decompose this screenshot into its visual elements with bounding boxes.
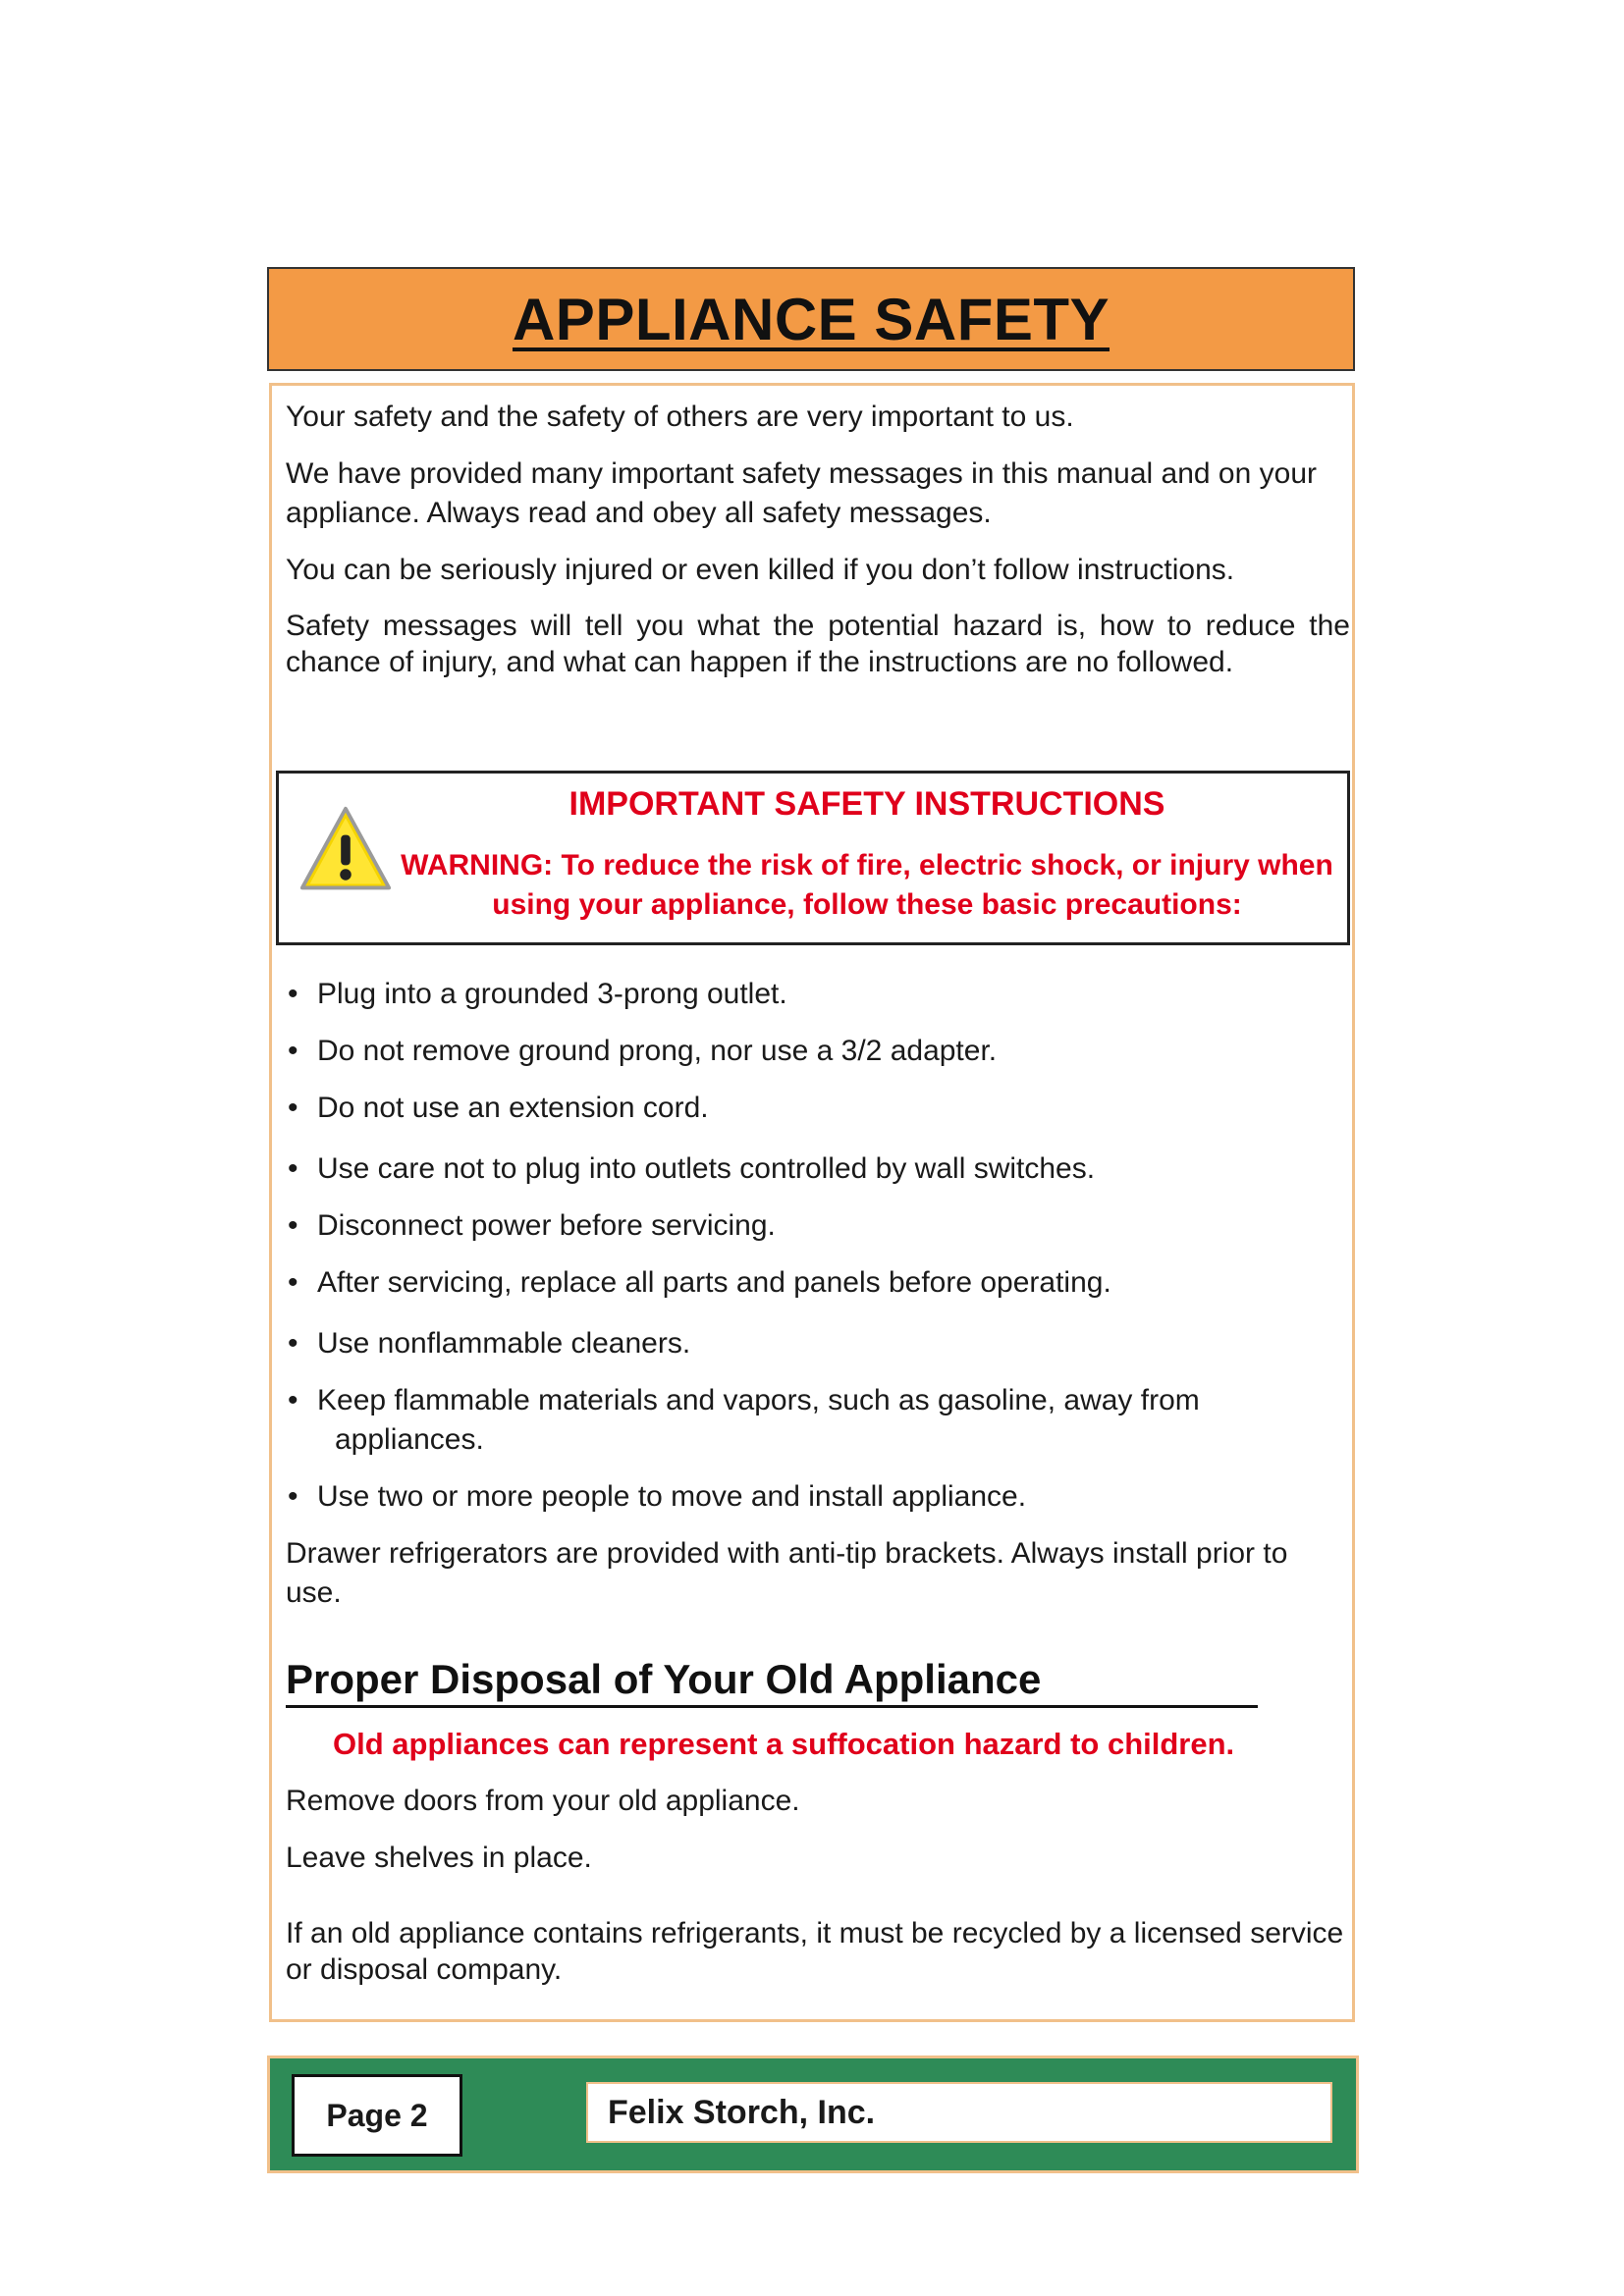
warning-heading: IMPORTANT SAFETY INSTRUCTIONS [568, 785, 1165, 823]
bullet-text: Do not remove ground prong, nor use a 3/2 adapter. [317, 1035, 998, 1067]
bullet-dot: • [288, 1209, 298, 1242]
bullet-dot: • [288, 1092, 298, 1124]
bullet-text: After servicing, replace all parts and panels before operating. [317, 1266, 1111, 1299]
bullet-dot: • [288, 1266, 298, 1299]
intro-paragraph-4: Safety messages will tell you what the potential hazard is, how to reduce the chance of injury, and what can happen if the instructions are no followed. [286, 610, 1350, 678]
anti-tip-note: Drawer refrigerators are provided with anti-tip brackets. Always install prior to use. [286, 1537, 1288, 1609]
warning-box [276, 771, 1350, 945]
suffocation-hazard-warning: Old appliances can represent a suffocation hazard to children. [333, 1727, 1235, 1761]
warning-text: WARNING: To reduce the risk of fire, electric shock, or injury when using your appliance, follow these basic precautions: [401, 849, 1333, 921]
disposal-step-2: Leave shelves in place. [286, 1842, 592, 1874]
page-number: Page 2 [292, 2074, 462, 2157]
title-banner [267, 267, 1355, 371]
list-item [286, 1477, 1344, 1517]
list-item [286, 1381, 1344, 1460]
bullet-dot: • [288, 978, 298, 1010]
bullet-text: Do not use an extension cord. [317, 1092, 709, 1124]
intro-paragraph-2: We have provided many important safety messages in this manual and on your appliance. Always read and obey all safety messages. [286, 457, 1317, 529]
bullet-dot: • [288, 1152, 298, 1185]
warning-triangle-icon [298, 803, 393, 897]
page-title: APPLIANCE SAFETY [512, 286, 1110, 352]
main-panel [269, 383, 1355, 2022]
list-item [286, 1324, 1344, 1363]
disposal-step-1: Remove doors from your old appliance. [286, 1785, 800, 1817]
bullet-text: Use care not to plug into outlets controlled by wall switches. [317, 1152, 1096, 1185]
bullet-text: Keep flammable materials and vapors, such as gasoline, away from [317, 1384, 1200, 1416]
list-item [286, 1149, 1344, 1189]
company-name: Felix Storch, Inc. [586, 2082, 1332, 2143]
intro-paragraph-3: You can be seriously injured or even killed if you don’t follow instructions. [286, 554, 1235, 586]
bullet-text-continuation: appliances. [335, 1423, 484, 1456]
bullet-dot: • [288, 1384, 298, 1416]
list-item [286, 1263, 1344, 1303]
intro-paragraph-1: Your safety and the safety of others are very important to us. [286, 400, 1074, 433]
list-item [286, 1032, 1344, 1071]
list-item [286, 975, 1344, 1014]
footer-bar [267, 2056, 1359, 2173]
list-item [286, 1089, 1344, 1128]
bullet-text: Use nonflammable cleaners. [317, 1327, 691, 1360]
disposal-heading: Proper Disposal of Your Old Appliance [286, 1654, 1258, 1708]
bullet-text: Plug into a grounded 3-prong outlet. [317, 978, 787, 1010]
refrigerant-note: If an old appliance contains refrigerants, it must be recycled by a licensed service or disposal company. [286, 1917, 1344, 1986]
list-item [286, 1206, 1344, 1246]
bullet-dot: • [288, 1327, 298, 1360]
bullet-dot: • [288, 1035, 298, 1067]
bullet-dot: • [288, 1480, 298, 1513]
bullet-text: Use two or more people to move and install appliance. [317, 1480, 1027, 1513]
bullet-text: Disconnect power before servicing. [317, 1209, 776, 1242]
